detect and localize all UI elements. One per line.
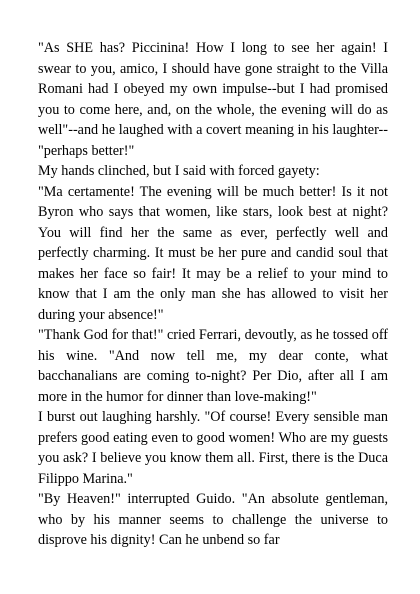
paragraph-5: I burst out laughing harshly. "Of course! Every sensible man prefers good eating even to good women! Who are my guests you ask? I believe you know them all. First, there is the Duca Filippo Marina." <box>38 409 388 487</box>
paragraph-1: "As SHE has? Piccinina! How I long to see her again! I swear to you, amico, I should have gone straight to the Villa Romani had I obeyed my own impulse--but I had promised you to come here, and, on the whole, the evening will do as well"--and he laughed with a covert meaning in his laughter--"perhaps better!" <box>38 40 388 159</box>
paragraph-6: "By Heaven!" interrupted Guido. "An absolute gentleman, who by his manner seems to challenge the universe to disprove his dignity! Can he unbend so far <box>38 491 388 548</box>
paragraph-3: "Ma certamente! The evening will be much better! Is it not Byron who says that women, like stars, look best at night? You will find her the same as ever, perfectly well and perfectly charming. It must be her pure and candid soul that makes her face so fair! It may be a relief to your mind to know that I am the only man she has allowed to visit her during your absence!" <box>38 183 388 323</box>
paragraph-4: "Thank God for that!" cried Ferrari, devoutly, as he tossed off his wine. "And now tell me, my dear conte, what bacchanalians are coming to-night? Per Dio, after all I am more in the humor for dinner than love-making!" <box>38 327 389 405</box>
paragraph-2: My hands clinched, but I said with forced gayety: <box>38 163 320 179</box>
